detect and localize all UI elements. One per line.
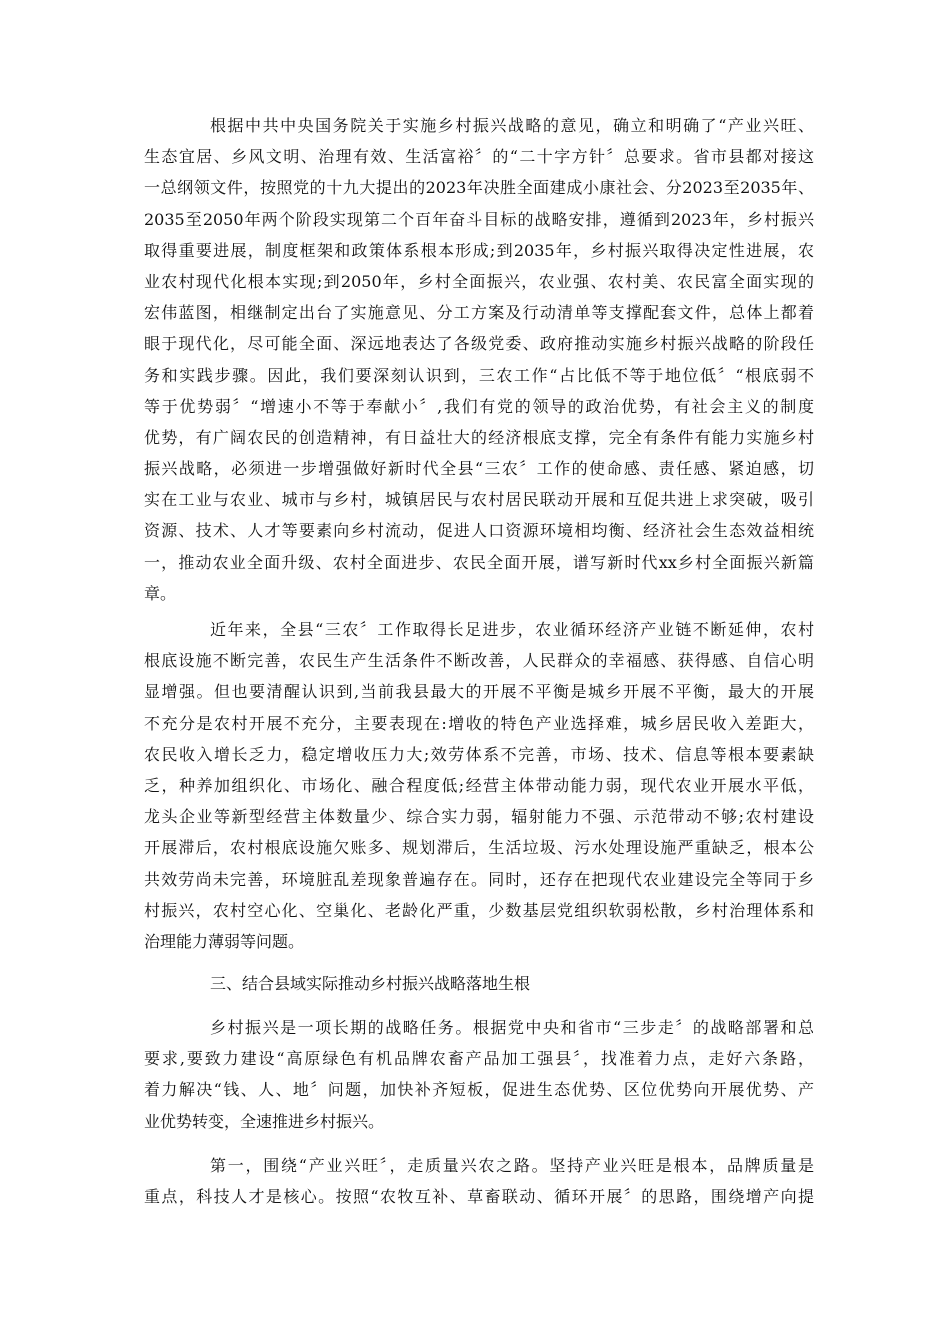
paragraph-line: 等于优势弱〞“增速小不等于奉献小〞,我们有党的领导的政治优势，有社会主义的制度 <box>144 396 814 416</box>
paragraph-line: 要求,要致力建设“高原绿色有机品牌农畜产品加工强县〞，找准着力点，走好六条路， <box>144 1049 814 1069</box>
paragraph-line: 着力解决“钱、人、地〞问题，加快补齐短板，促进生态优势、区位优势向开展优势、产 <box>144 1080 814 1100</box>
paragraph-line: 务和实践步骤。因此，我们要深刻认识到，三农工作“占比低不等于地位低〞“根底弱不 <box>144 365 814 385</box>
paragraph-recent-progress <box>144 614 814 957</box>
paragraph-line: 实在工业与农业、城市与乡村，城镇居民与农村居民联动开展和互促共进上求突破，吸引 <box>144 490 814 510</box>
paragraph-line: 治理能力薄弱等问题。 <box>144 931 305 951</box>
paragraph-line: 宏伟蓝图，相继制定出台了实施意见、分工方案及行动清单等支撑配套文件，总体上都着 <box>144 303 814 323</box>
paragraph-line: 2035至2050年两个阶段实现第二个百年奋斗目标的战略安排，遵循到2023年，乡村振兴 <box>144 209 814 229</box>
paragraph-industry-prosperity <box>144 1150 814 1212</box>
paragraph-line: 取得重要进展，制度框架和政策体系根本形成;到2035年，乡村振兴取得决定性进展，农 <box>144 240 814 260</box>
paragraph-line: 优势，有广阔农民的创造精神，有日益壮大的经济根底支撑，完全有条件有能力实施乡村 <box>144 427 814 447</box>
paragraph-line: 根据中共中央国务院关于实施乡村振兴战略的意见，确立和明确了“产业兴旺、 <box>210 116 814 135</box>
paragraph-line: 章。 <box>144 583 177 603</box>
paragraph-line: 资源、技术、人才等要素向乡村流动，促进人口资源环境相均衡、经济社会生态效益相统 <box>144 521 814 541</box>
paragraph-line: 一，推动农业全面升级、农村全面进步、农民全面开展，谱写新时代xx乡村全面振兴新篇 <box>144 552 814 572</box>
paragraph-long-term-task <box>144 1012 814 1137</box>
paragraph-line: 业农村现代化根本实现;到2050年，乡村全面振兴，农业强、农村美、农民富全面实现的 <box>144 271 814 291</box>
paragraph-line: 生态宜居、乡风文明、治理有效、生活富裕〞的“二十字方针〞总要求。省市县都对接这 <box>144 147 814 167</box>
paragraph-line: 振兴战略，必须进一步增强做好新时代全县“三农〞工作的使命感、责任感、紧迫感，切 <box>144 459 814 479</box>
paragraph-line: 乏，种养加组织化、市场化、融合程度低;经营主体带动能力弱，现代农业开展水平低， <box>144 775 814 795</box>
paragraph-line: 开展滞后，农村根底设施欠账多、规划滞后，生活垃圾、污水处理设施严重缺乏，根本公 <box>144 838 814 858</box>
paragraph-line: 业优势转变，全速推进乡村振兴。 <box>144 1111 385 1131</box>
paragraph-line: 眼于现代化，尽可能全面、深远地表达了各级党委、政府推动实施乡村振兴战略的阶段任 <box>144 334 814 354</box>
paragraph-line: 村振兴，农村空心化、空巢化、老龄化严重，少数基层党组织软弱松散，乡村治理体系和 <box>144 900 814 920</box>
paragraph-line: 农民收入增长乏力，稳定增收压力大;效劳体系不完善，市场、技术、信息等根本要素缺 <box>144 744 814 764</box>
paragraph-line: 乡村振兴是一项长期的战略任务。根据党中央和省市“三步走〞的战略部署和总 <box>210 1018 814 1037</box>
paragraph-line: 共效劳尚未完善，环境脏乱差现象普遍存在。同时，还存在把现代农业建设完全等同于乡 <box>144 869 814 889</box>
section-heading-text: 三、结合县域实际推动乡村振兴战略落地生根 <box>210 974 531 993</box>
paragraph-line: 不充分是农村开展不充分，主要表现在:增收的特色产业选择难，城乡居民收入差距大， <box>144 713 814 733</box>
paragraph-line: 近年来，全县“三农〞工作取得长足进步，农业循环经济产业链不断延伸，农村 <box>210 620 814 639</box>
paragraph-line: 第一，围绕“产业兴旺〞，走质量兴农之路。坚持产业兴旺是根本，品牌质量是 <box>210 1156 814 1175</box>
paragraph-line: 显增强。但也要清醒认识到,当前我县最大的开展不平衡是城乡开展不平衡，最大的开展 <box>144 682 814 702</box>
paragraph-line: 龙头企业等新型经营主体数量少、综合实力弱，辐射能力不强、示范带动不够;农村建设 <box>144 807 814 827</box>
paragraph-line: 一总纲领文件，按照党的十九大提出的2023年决胜全面建成小康社会、分2023至2035年、 <box>144 178 814 198</box>
paragraph-implementation-opinion <box>144 110 814 609</box>
section-heading-three <box>144 968 814 999</box>
paragraph-line: 重点，科技人才是核心。按照“农牧互补、草畜联动、循环开展〞的思路，围绕增产向提 <box>144 1187 814 1207</box>
paragraph-line: 根底设施不断完善，农民生产生活条件不断改善，人民群众的幸福感、获得感、自信心明 <box>144 651 814 671</box>
